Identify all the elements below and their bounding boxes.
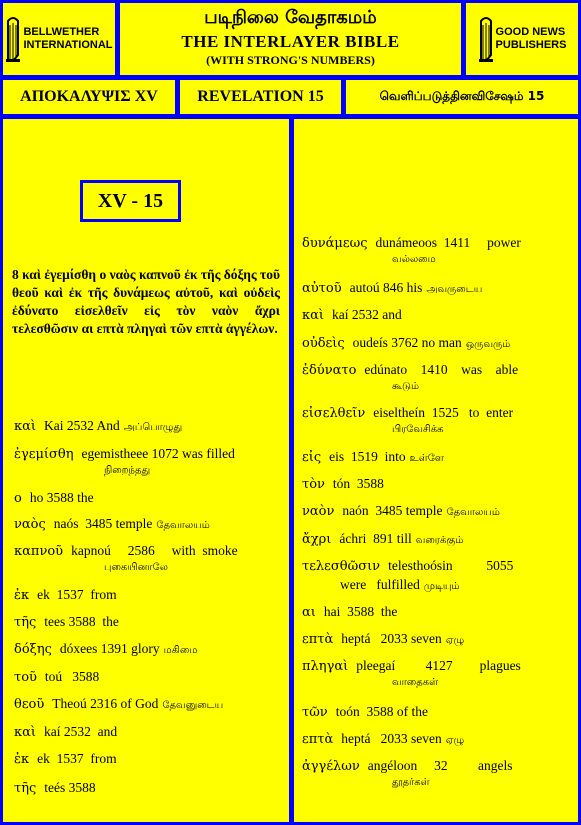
greek-word: πληγαὶ <box>302 659 349 674</box>
transliteration-strongs-gloss: heptá 2033 seven <box>341 631 442 646</box>
chapter-label-text: XV - 15 <box>97 189 164 212</box>
word-entry-line <box>14 418 280 436</box>
greek-word: οὐδεὶς <box>302 336 345 351</box>
title-subtitle: (WITH STRONG'S NUMBERS) <box>206 53 375 67</box>
word-entry-line <box>302 604 568 621</box>
greek-word: τῆς <box>14 615 37 630</box>
word-entry-line <box>14 724 280 741</box>
word-entry <box>302 405 568 438</box>
word-entry <box>14 490 280 507</box>
transliteration-strongs-gloss: kaí 2532 and <box>332 307 402 322</box>
transliteration-strongs-gloss: eiseltheín 1525 to enter <box>373 405 514 420</box>
transliteration-strongs-gloss: ek 1537 from <box>37 751 117 766</box>
word-entry-line <box>302 531 568 549</box>
word-entry <box>302 731 568 749</box>
word-entry-line <box>302 758 568 775</box>
greek-word: δυνάμεως <box>302 236 368 251</box>
greek-word: καὶ <box>14 725 37 740</box>
greek-word: ο <box>14 491 22 506</box>
transliteration-strongs-gloss: eis 1519 into <box>329 449 406 464</box>
word-entry <box>302 503 568 521</box>
greek-word: αὐτοῦ <box>302 281 342 296</box>
word-entry-line <box>302 449 568 467</box>
greek-word: ναὸν <box>302 504 335 519</box>
transliteration-strongs-gloss: edúnato 1410 was able <box>364 362 519 377</box>
transliteration-strongs-gloss: toón 3588 of the <box>335 704 428 719</box>
tamil-gloss: அப்பொழுது <box>123 422 183 433</box>
greek-word: τὸν <box>302 477 325 492</box>
word-entry-line <box>14 696 280 714</box>
transliteration-strongs-gloss: Kai 2532 And <box>44 418 120 433</box>
bellwether-logo-text <box>23 26 112 52</box>
good-news-logo <box>463 0 581 78</box>
greek-word: θεοῦ <box>14 697 45 712</box>
word-entry-line <box>302 280 568 298</box>
transliteration-strongs-gloss: pleegaí 4127 plagues <box>356 658 521 673</box>
word-entry-line <box>302 658 568 675</box>
word-entry <box>14 543 280 576</box>
word-entry-line <box>14 516 280 534</box>
word-entry-line <box>14 780 280 797</box>
tamil-gloss: ஒருவரும் <box>465 339 511 350</box>
tamil-gloss: ஏழு <box>445 735 465 746</box>
transliteration-strongs-gloss: tees 3588 the <box>44 614 119 629</box>
word-entry <box>14 418 280 436</box>
word-entry-line <box>302 235 568 252</box>
tamil-gloss: வரைக்கும் <box>415 535 464 546</box>
bellwether-logo-inner <box>5 15 112 63</box>
tamil-gloss: வாதைகள் <box>392 677 439 688</box>
word-entry-line <box>14 641 280 659</box>
word-entry <box>14 516 280 534</box>
verse-text: 8 καὶ ἐγεμίσθη ο ναὸς καπνοῦ ἐκ τῆς δόξης τοῦ θεοῦ καὶ ἐκ τῆς δυνάμεως αὐτοῦ, καὶ οὐδεὶς ἐδύνατο εἰσελθεῖν εἰς τὸν ναὸν ἄχρι τελεσθῶσιν αι επτὰ πληγαὶ τῶν επτὰ ἀγγέλων. <box>12 267 280 336</box>
harp-icon <box>5 15 21 63</box>
good-news-logo-inner <box>478 15 567 63</box>
word-entry-line <box>14 614 280 631</box>
tamil-gloss: ஏழு <box>445 635 465 646</box>
greek-word: καπνοῦ <box>14 544 64 559</box>
greek-word: ἐκ <box>14 752 30 767</box>
word-entry <box>302 604 568 621</box>
greek-word: δόξης <box>14 642 52 657</box>
greek-book-label-text: ΑΠΟΚΑΛΥΨΙΣ XV <box>20 88 158 105</box>
word-entry-line2 <box>302 577 568 595</box>
transliteration-strongs-gloss: kaí 2532 and <box>44 724 118 739</box>
tamil-gloss: தேவாலயம் <box>156 520 210 531</box>
word-entry-line <box>14 669 280 686</box>
word-entry-line <box>14 751 280 768</box>
title-english: THE INTERLAYER BIBLE <box>181 32 400 51</box>
bellwether-line1: BELLWETHER <box>23 26 100 38</box>
greek-word: ἐδύνατο <box>302 363 357 378</box>
transliteration-strongs-gloss: oudeís 3762 no man <box>352 335 462 350</box>
word-entry-line <box>302 362 568 379</box>
tamil-gloss: முடியும் <box>423 581 460 592</box>
word-entry <box>302 335 568 353</box>
word-entry <box>14 669 280 686</box>
word-entry <box>14 641 280 659</box>
transliteration-strongs-gloss: naón 3485 temple <box>342 503 443 518</box>
transliteration-strongs-gloss: áchri 891 till <box>339 531 412 546</box>
title-block <box>117 0 464 78</box>
word-entry-line <box>302 503 568 521</box>
word-entry <box>14 696 280 714</box>
tamil-gloss: உள்ளே <box>409 453 444 464</box>
transliteration-strongs-gloss: toú 3588 <box>44 669 100 684</box>
transliteration-strongs-gloss: ho 3588 the <box>29 490 94 505</box>
greek-word: αι <box>302 605 316 620</box>
word-entry-line <box>14 446 280 463</box>
word-entry-line <box>14 543 280 560</box>
word-entry <box>302 362 568 395</box>
transliteration-strongs-gloss: hai 3588 the <box>323 604 398 619</box>
word-entry <box>302 476 568 493</box>
transliteration-strongs-gloss: autoú 846 his <box>349 280 423 295</box>
greek-word: επτὰ <box>302 732 334 747</box>
greek-word: επτὰ <box>302 632 334 647</box>
gloss-continuation: were fulfilled <box>340 577 420 592</box>
word-entry <box>302 704 568 721</box>
word-entry <box>14 780 280 797</box>
transliteration-strongs-gloss: naós 3485 temple <box>53 516 153 531</box>
tamil-gloss: வல்லமை <box>392 254 436 265</box>
word-entry <box>14 751 280 768</box>
tamil-gloss: தேவாலயம் <box>446 507 500 518</box>
tamil-gloss: பிரவேசிக்க <box>392 424 444 435</box>
tamil-gloss: தேவனுடைய <box>162 700 224 711</box>
english-book-label-text: REVELATION 15 <box>197 88 324 105</box>
bellwether-logo <box>0 0 118 78</box>
tamil-book-label <box>343 77 581 117</box>
word-entry <box>302 235 568 268</box>
title-tamil: படிநிலை வேதாகமம் <box>204 7 377 28</box>
transliteration-strongs-gloss: angéloon 32 angels <box>367 758 513 773</box>
word-entry <box>302 280 568 298</box>
word-entry-line <box>302 476 568 493</box>
word-entry <box>14 724 280 741</box>
good-news-line2: PUBLISHERS <box>495 39 567 51</box>
good-news-line1: GOOD NEWS <box>495 26 566 38</box>
transliteration-strongs-gloss: dóxees 1391 glory <box>59 641 160 656</box>
transliteration-strongs-gloss: heptá 2033 seven <box>341 731 442 746</box>
transliteration-strongs-gloss: teés 3588 <box>44 780 96 795</box>
greek-word: τοῦ <box>14 670 37 685</box>
greek-word: ἄχρι <box>302 532 332 547</box>
word-entry-line <box>302 631 568 649</box>
transliteration-strongs-gloss: egemistheee 1072 was filled <box>81 446 235 461</box>
english-book-label <box>177 77 344 117</box>
greek-word: ἐγεμίσθη <box>14 447 74 462</box>
tamil-gloss: நிறைந்தது <box>104 465 151 476</box>
greek-word: ναὸς <box>14 517 46 532</box>
word-entry <box>302 558 568 595</box>
word-entry-line <box>302 731 568 749</box>
word-entry-line <box>14 490 280 507</box>
word-entry-line <box>14 587 280 604</box>
word-entry-line <box>302 704 568 721</box>
bellwether-line2: INTERNATIONAL <box>23 39 113 51</box>
transliteration-strongs-gloss: telesthoósin 5055 <box>388 558 514 573</box>
chapter-label <box>80 180 181 222</box>
transliteration-strongs-gloss: tón 3588 <box>332 476 384 491</box>
greek-word: εἰς <box>302 450 322 465</box>
word-entry-line <box>302 558 568 575</box>
good-news-logo-text <box>496 26 567 52</box>
greek-word: καὶ <box>14 419 37 434</box>
greek-word: ἀγγέλων <box>302 759 360 774</box>
greek-word: ἐκ <box>14 588 30 603</box>
greek-word: τῆς <box>14 781 37 796</box>
greek-word: εἰσελθεῖν <box>302 406 366 421</box>
word-entry <box>14 446 280 479</box>
word-entry <box>14 587 280 604</box>
word-entry <box>302 658 568 691</box>
word-entry-line <box>302 405 568 422</box>
tamil-gloss: தூதர்கள் <box>392 777 430 788</box>
tamil-gloss: மகிமை <box>163 645 198 656</box>
word-entry <box>302 631 568 649</box>
word-entry-line <box>302 335 568 353</box>
word-entry-line <box>302 307 568 324</box>
harp-icon <box>478 15 494 63</box>
greek-word: καὶ <box>302 308 325 323</box>
transliteration-strongs-gloss: ek 1537 from <box>37 587 117 602</box>
greek-word: τελεσθῶσιν <box>302 559 381 574</box>
tamil-gloss: அவருடைய <box>426 284 483 295</box>
word-entry <box>302 758 568 791</box>
tamil-gloss: புகையினாலே <box>104 562 168 573</box>
greek-book-label <box>0 77 178 117</box>
greek-word: τῶν <box>302 705 328 720</box>
transliteration-strongs-gloss: kapnoú 2586 with smoke <box>71 543 238 558</box>
transliteration-strongs-gloss: Theoú 2316 of God <box>52 696 159 711</box>
tamil-gloss: கூடும் <box>392 381 420 392</box>
tamil-book-label-text: வெளிப்படுத்தினவிசேஷம் 15 <box>379 89 545 103</box>
word-entry <box>302 449 568 467</box>
word-entry <box>302 531 568 549</box>
transliteration-strongs-gloss: dunámeoos 1411 power <box>375 235 521 250</box>
word-entry <box>302 307 568 324</box>
word-entry <box>14 614 280 631</box>
